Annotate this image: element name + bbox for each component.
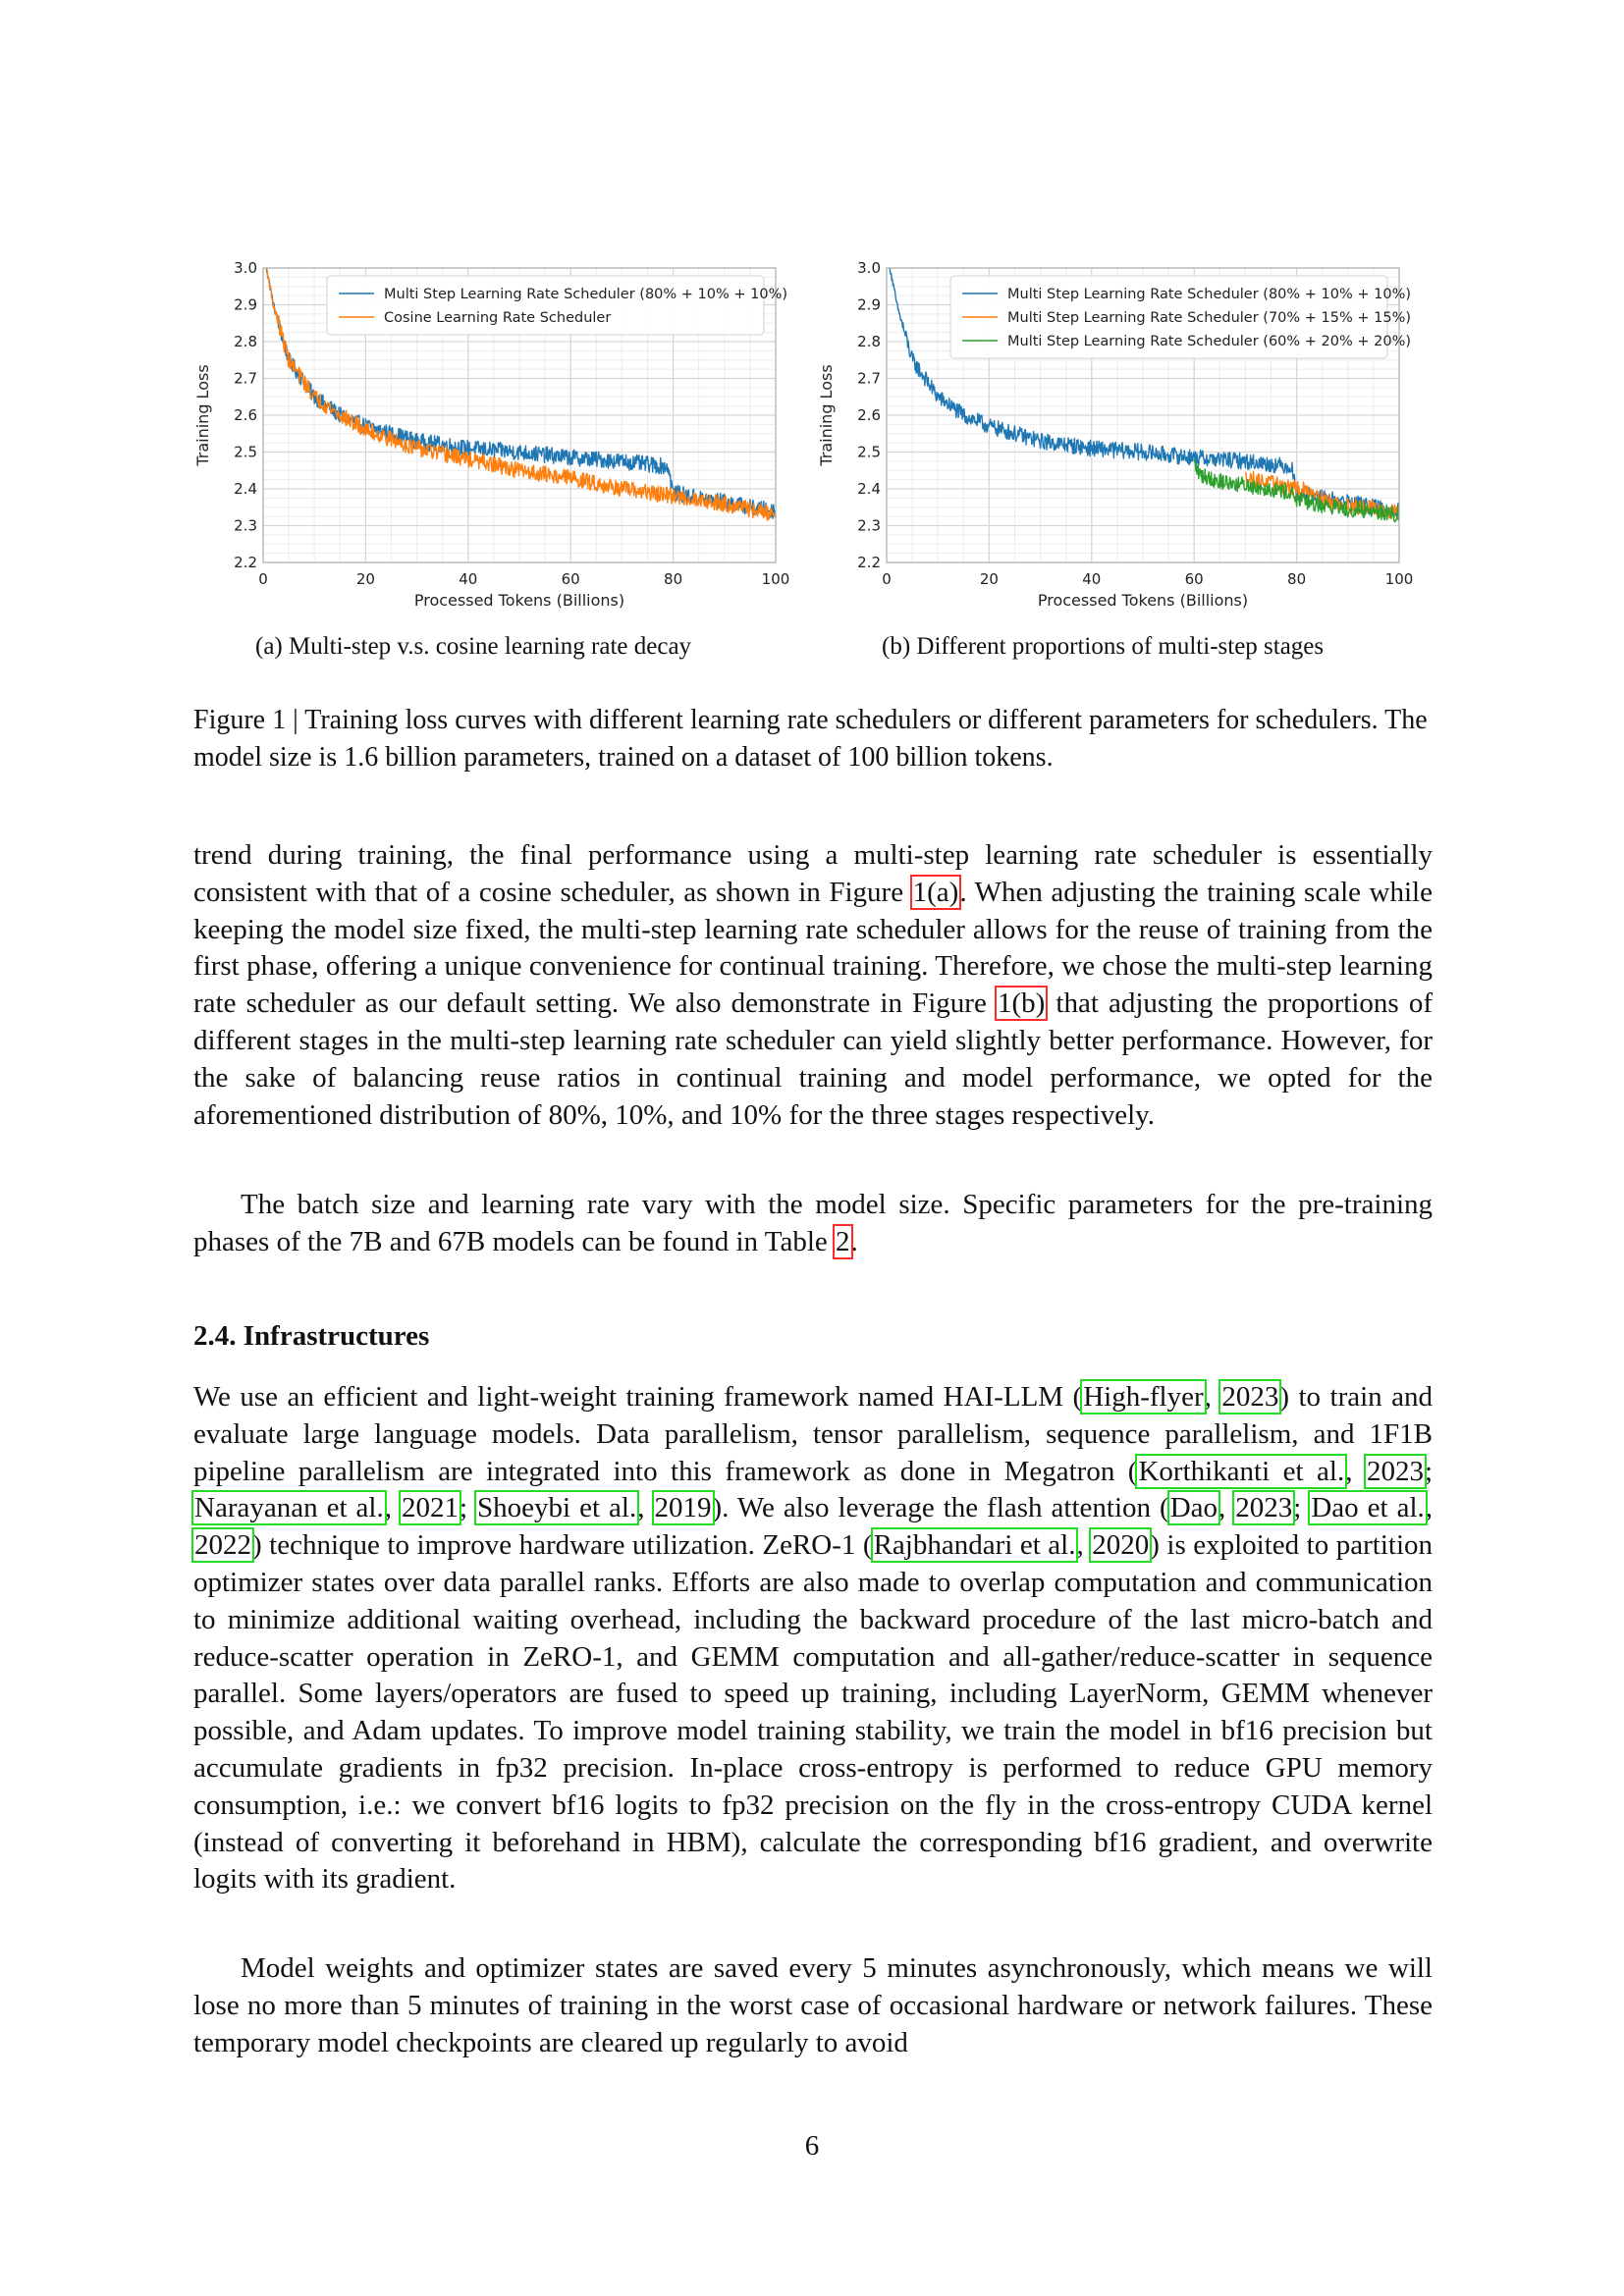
citation-link[interactable]: 2023 bbox=[1366, 1455, 1424, 1487]
y-tick-label: 2.8 bbox=[857, 333, 881, 350]
y-tick-label: 2.3 bbox=[234, 516, 257, 535]
legend-box bbox=[327, 276, 764, 335]
y-tick-label: 2.9 bbox=[234, 295, 257, 314]
legend bbox=[327, 276, 787, 335]
separator: , bbox=[1204, 1381, 1221, 1413]
citation-link[interactable]: Dao bbox=[1169, 1492, 1218, 1524]
x-tick-label: 100 bbox=[1384, 570, 1414, 588]
text: . When adjusting the training scale while keeping the model size fixed, the multi-step learning rate scheduler allows for the reuse of training from the first phase, offering a unique convenience for continual training. Therefore, we chose the multi-step learning rate scheduler as our default setting. We also demonstrate in Figure bbox=[193, 876, 1433, 1020]
citation-link[interactable]: Dao et al. bbox=[1311, 1492, 1425, 1524]
text: ) technique to improve hardware utilization. ZeRO-1 ( bbox=[252, 1529, 873, 1562]
y-tick-label: 2.4 bbox=[234, 480, 257, 498]
citation-link[interactable]: Korthikanti et al. bbox=[1138, 1455, 1345, 1487]
figure-1 bbox=[187, 250, 1443, 672]
section-heading: 2.4. Infrastructures bbox=[193, 1320, 430, 1352]
citation-link[interactable]: 2020 bbox=[1092, 1529, 1150, 1562]
subcaption-b: (b) Different proportions of multi-step stages bbox=[882, 633, 1325, 660]
x-axis-label: Processed Tokens (Billions) bbox=[413, 591, 625, 610]
citation-link[interactable]: 2019 bbox=[654, 1492, 712, 1524]
paragraph-3 bbox=[193, 1379, 1433, 1898]
x-tick-label: 60 bbox=[561, 570, 580, 588]
y-tick-label: 2.3 bbox=[857, 516, 881, 535]
y-axis-label: Training Loss bbox=[193, 364, 212, 466]
x-tick-label: 20 bbox=[979, 570, 999, 588]
legend bbox=[950, 276, 1411, 358]
chart-b-svg bbox=[810, 250, 1438, 623]
page-number: 6 bbox=[804, 2130, 820, 2162]
text: ) is exploited to partition optimizer states over data parallel ranks. Efforts are also made to overlap computation and communication to minimize additional waiting overhead, including the backward procedure of the last micro-batch and reduce-scatter operation in ZeRO-1, and GEMM computation and all-gather/reduce-scatter in sequence parallel. Some layers/operators are fused to speed up training, including LayerNorm, GEMM whenever possible, and Adam updates. To improve model training stability, we train the model in bf16 precision but accumulate gradients in fp32 precision. In-place cross-entropy is performed to reduce GPU memory consumption, i.e.: we convert bf16 logits to fp32 precision on the fly in the cross-entropy CUDA kernel (instead of converting it beforehand in HBM), calculate the corresponding bf16 gradient, and overwrite logits with its gradient. bbox=[193, 1529, 1434, 1896]
text: ) to train and evaluate large language models. Data parallelism, tensor parallelism, sequence parallelism, and 1F1B pipeline parallelism are integrated into this framework as done in Megatron ( bbox=[193, 1381, 1433, 1487]
separator: ; bbox=[1424, 1455, 1433, 1487]
separator: , bbox=[1345, 1455, 1366, 1487]
citation-link[interactable]: 2021 bbox=[401, 1492, 459, 1524]
citation-link[interactable]: 2023 bbox=[1235, 1492, 1293, 1524]
legend-entry: Multi Step Learning Rate Scheduler (80% + 10% + 10%) bbox=[384, 287, 788, 302]
y-tick-label: 2.9 bbox=[857, 295, 881, 314]
x-tick-label: 100 bbox=[761, 570, 790, 588]
table-ref-2[interactable]: 2 bbox=[836, 1225, 850, 1257]
subcaption-a: (a) Multi-step v.s. cosine learning rate decay bbox=[255, 633, 692, 660]
text: trend during training, the final performance using a multi-step learning rate scheduler is essentially consistent with that of a cosine scheduler, as shown in Figure bbox=[193, 839, 1433, 908]
paragraph-1 bbox=[193, 837, 1433, 1134]
separator: , bbox=[384, 1492, 401, 1524]
y-axis-label: Training Loss bbox=[817, 364, 836, 466]
separator: ; bbox=[1293, 1492, 1311, 1524]
citation-link[interactable]: Rajbhandari et al. bbox=[873, 1529, 1076, 1562]
text: ). We also leverage the flash attention ( bbox=[712, 1492, 1169, 1524]
chart-a bbox=[187, 250, 815, 623]
citation-link[interactable]: Shoeybi et al. bbox=[477, 1492, 637, 1524]
y-tick-label: 3.0 bbox=[857, 259, 881, 277]
y-tick-label: 2.2 bbox=[234, 554, 257, 571]
citation-link[interactable]: 2023 bbox=[1221, 1381, 1279, 1413]
x-tick-label: 20 bbox=[355, 570, 375, 588]
legend-entry: Cosine Learning Rate Scheduler bbox=[384, 310, 612, 326]
separator: , bbox=[1218, 1492, 1235, 1524]
separator: , bbox=[1076, 1529, 1092, 1562]
x-tick-label: 0 bbox=[258, 570, 268, 588]
paragraph-2 bbox=[193, 1187, 1433, 1261]
legend-entry: Multi Step Learning Rate Scheduler (70% + 15% + 15%) bbox=[1007, 310, 1412, 326]
text: We use an efficient and light-weight training framework named HAI-LLM ( bbox=[193, 1381, 1083, 1413]
legend-entry: Multi Step Learning Rate Scheduler (80% + 10% + 10%) bbox=[1007, 287, 1412, 302]
paragraph-4 bbox=[193, 1950, 1433, 2061]
chart-a-svg bbox=[187, 250, 815, 623]
text: that adjusting the proportions of different stages in the multi-step learning rate scheduler can yield slightly better performance. However, for the sake of balancing reuse ratios in continual training and model performance, we opted for the aforementioned distribution of 80%, 10%, and 10% for the three stages respectively. bbox=[193, 988, 1433, 1131]
text: . bbox=[850, 1225, 858, 1257]
y-tick-label: 2.5 bbox=[234, 443, 257, 461]
y-tick-label: 2.2 bbox=[857, 554, 881, 571]
text: The batch size and learning rate vary with the model size. Specific parameters for the pre-training phases of the 7B and 67B models can be found in Table bbox=[193, 1189, 1433, 1257]
figure-caption: Figure 1 | Training loss curves with different learning rate schedulers or different parameters for schedulers. The model size is 1.6 billion parameters, trained on a dataset of 100 billion tokens. bbox=[193, 705, 1428, 773]
x-axis-label: Processed Tokens (Billions) bbox=[1037, 591, 1249, 610]
separator: ; bbox=[459, 1492, 477, 1524]
x-tick-label: 0 bbox=[882, 570, 892, 588]
figure-ref-1b[interactable]: 1(b) bbox=[997, 988, 1046, 1020]
y-tick-label: 2.7 bbox=[857, 369, 881, 388]
separator: , bbox=[637, 1492, 654, 1524]
x-tick-label: 40 bbox=[459, 570, 478, 588]
y-tick-label: 3.0 bbox=[234, 259, 257, 277]
y-tick-label: 2.6 bbox=[857, 406, 881, 424]
x-tick-label: 80 bbox=[664, 570, 683, 588]
x-tick-label: 60 bbox=[1184, 570, 1204, 588]
citation-link[interactable]: High-flyer bbox=[1083, 1381, 1204, 1413]
citation-link[interactable]: Narayanan et al. bbox=[194, 1492, 384, 1524]
x-tick-label: 40 bbox=[1082, 570, 1102, 588]
separator: , bbox=[1425, 1492, 1434, 1524]
paragraph-4-text: Model weights and optimizer states are saved every 5 minutes asynchronously, which means we will lose no more than 5 minutes of training in the worst case of occasional hardware or network failures. These temporary model checkpoints are cleared up regularly to avoid bbox=[193, 1952, 1433, 2058]
y-tick-label: 2.7 bbox=[234, 369, 257, 388]
legend-entry: Multi Step Learning Rate Scheduler (60% + 20% + 20%) bbox=[1007, 334, 1412, 349]
chart-b bbox=[810, 250, 1438, 623]
figure-ref-1a[interactable]: 1(a) bbox=[912, 876, 959, 908]
x-tick-label: 80 bbox=[1287, 570, 1307, 588]
y-tick-label: 2.5 bbox=[857, 443, 881, 461]
y-tick-label: 2.6 bbox=[234, 406, 257, 424]
y-tick-label: 2.4 bbox=[857, 480, 881, 498]
citation-link[interactable]: 2022 bbox=[194, 1529, 251, 1562]
y-tick-label: 2.8 bbox=[234, 333, 257, 350]
